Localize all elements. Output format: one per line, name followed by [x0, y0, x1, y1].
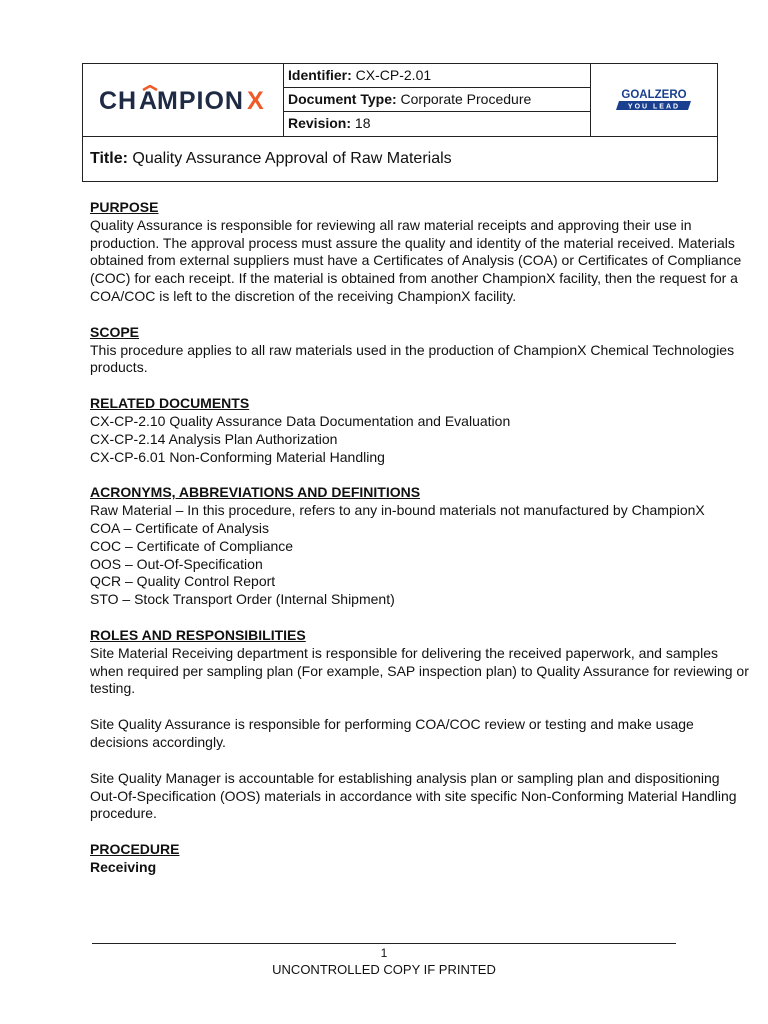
definition-item: COC – Certificate of Compliance	[90, 537, 294, 554]
goalzero-top-text: GOALZERO	[621, 89, 687, 101]
footer-divider	[92, 943, 676, 944]
related-document-item: CX-CP-2.10 Quality Assurance Data Documentation and Evaluation	[90, 412, 511, 429]
definition-item: STO – Stock Transport Order (Internal Shipment)	[90, 591, 395, 608]
receiving-subheading: Receiving	[90, 858, 157, 875]
goalzero-bottom-text: YOU LEAD	[627, 103, 681, 111]
purpose-body: Quality Assurance is responsible for reviewing all raw material receipts and approving their use in production. The approval process must assure the quality and identity of the material received. Materials obtained from external suppliers must have a Certificates of Analysis (COA) or Certificates of Compliance (COC) for each receipt. If the material is obtained from another ChampionX facility, then the request for a COA/COC is left to the discretion of the receiving ChampionX facility.	[90, 216, 742, 304]
roles-paragraph: Site Quality Assurance is responsible for performing COA/COC review or testing and make usage decisions accordingly.	[90, 716, 694, 750]
identifier-label: Identifier:	[288, 67, 352, 83]
document-body	[90, 199, 750, 877]
championx-logo	[97, 85, 269, 115]
related-document-item: CX-CP-6.01 Non-Conforming Material Handling	[90, 448, 385, 465]
document-title-row	[83, 136, 717, 181]
document-type-value: Corporate Procedure	[400, 91, 532, 107]
revision-label: Revision:	[288, 115, 352, 131]
identifier-field	[283, 64, 591, 88]
roles-heading: ROLES AND RESPONSIBILITIES	[90, 626, 306, 643]
roles-paragraph: Site Material Receiving department is responsible for delivering the received paperwork, and samples when required per sampling plan (For example, SAP inspection plan) to Quality Assurance for reviewing or testing.	[90, 644, 749, 697]
related-document-item: CX-CP-2.14 Analysis Plan Authorization	[90, 430, 338, 447]
related-documents-heading: RELATED DOCUMENTS	[90, 395, 250, 412]
revision-field	[283, 112, 591, 136]
definition-item: Raw Material – In this procedure, refers to any in-bound materials not manufactured by ChampionX	[90, 502, 705, 519]
purpose-heading: PURPOSE	[90, 199, 159, 215]
procedure-heading: PROCEDURE	[90, 841, 180, 858]
revision-value: 18	[354, 115, 371, 131]
definition-item: QCR – Quality Control Report	[90, 573, 276, 590]
identifier-value: CX-CP-2.01	[355, 67, 432, 83]
roles-paragraph: Site Quality Manager is accountable for establishing analysis plan or sampling plan and dispositioning Out-Of-Specification (OOS) materials in accordance with site specific Non-Conforming Material Handling procedure.	[90, 769, 737, 822]
scope-heading: SCOPE	[90, 323, 140, 340]
title-value: Quality Assurance Approval of Raw Materials	[132, 150, 452, 167]
definition-item: OOS – Out-Of-Specification	[90, 555, 263, 572]
goalzero-logo	[616, 87, 692, 113]
document-header-table	[82, 63, 718, 182]
logo-text-a: A	[139, 87, 158, 115]
header-fields	[283, 64, 591, 136]
acronyms-heading: ACRONYMS, ABBREVIATIONS AND DEFINITIONS	[90, 484, 421, 501]
logo-text-mpion: MPION	[157, 87, 244, 115]
footer-notice: UNCONTROLLED COPY IF PRINTED	[272, 962, 496, 977]
goalzero-logo-cell	[590, 64, 717, 136]
logo-text-ch: CH	[99, 87, 138, 115]
title-label: Title:	[90, 150, 128, 167]
document-type-field	[283, 88, 591, 112]
page-number: 1	[380, 946, 388, 960]
scope-body: This procedure applies to all raw materials used in the production of ChampionX Chemical Technologies products.	[90, 341, 735, 376]
championx-logo-cell	[83, 64, 284, 136]
definition-item: COA – Certificate of Analysis	[90, 519, 269, 536]
logo-text-x: X	[247, 87, 264, 115]
document-type-label: Document Type:	[288, 91, 397, 107]
